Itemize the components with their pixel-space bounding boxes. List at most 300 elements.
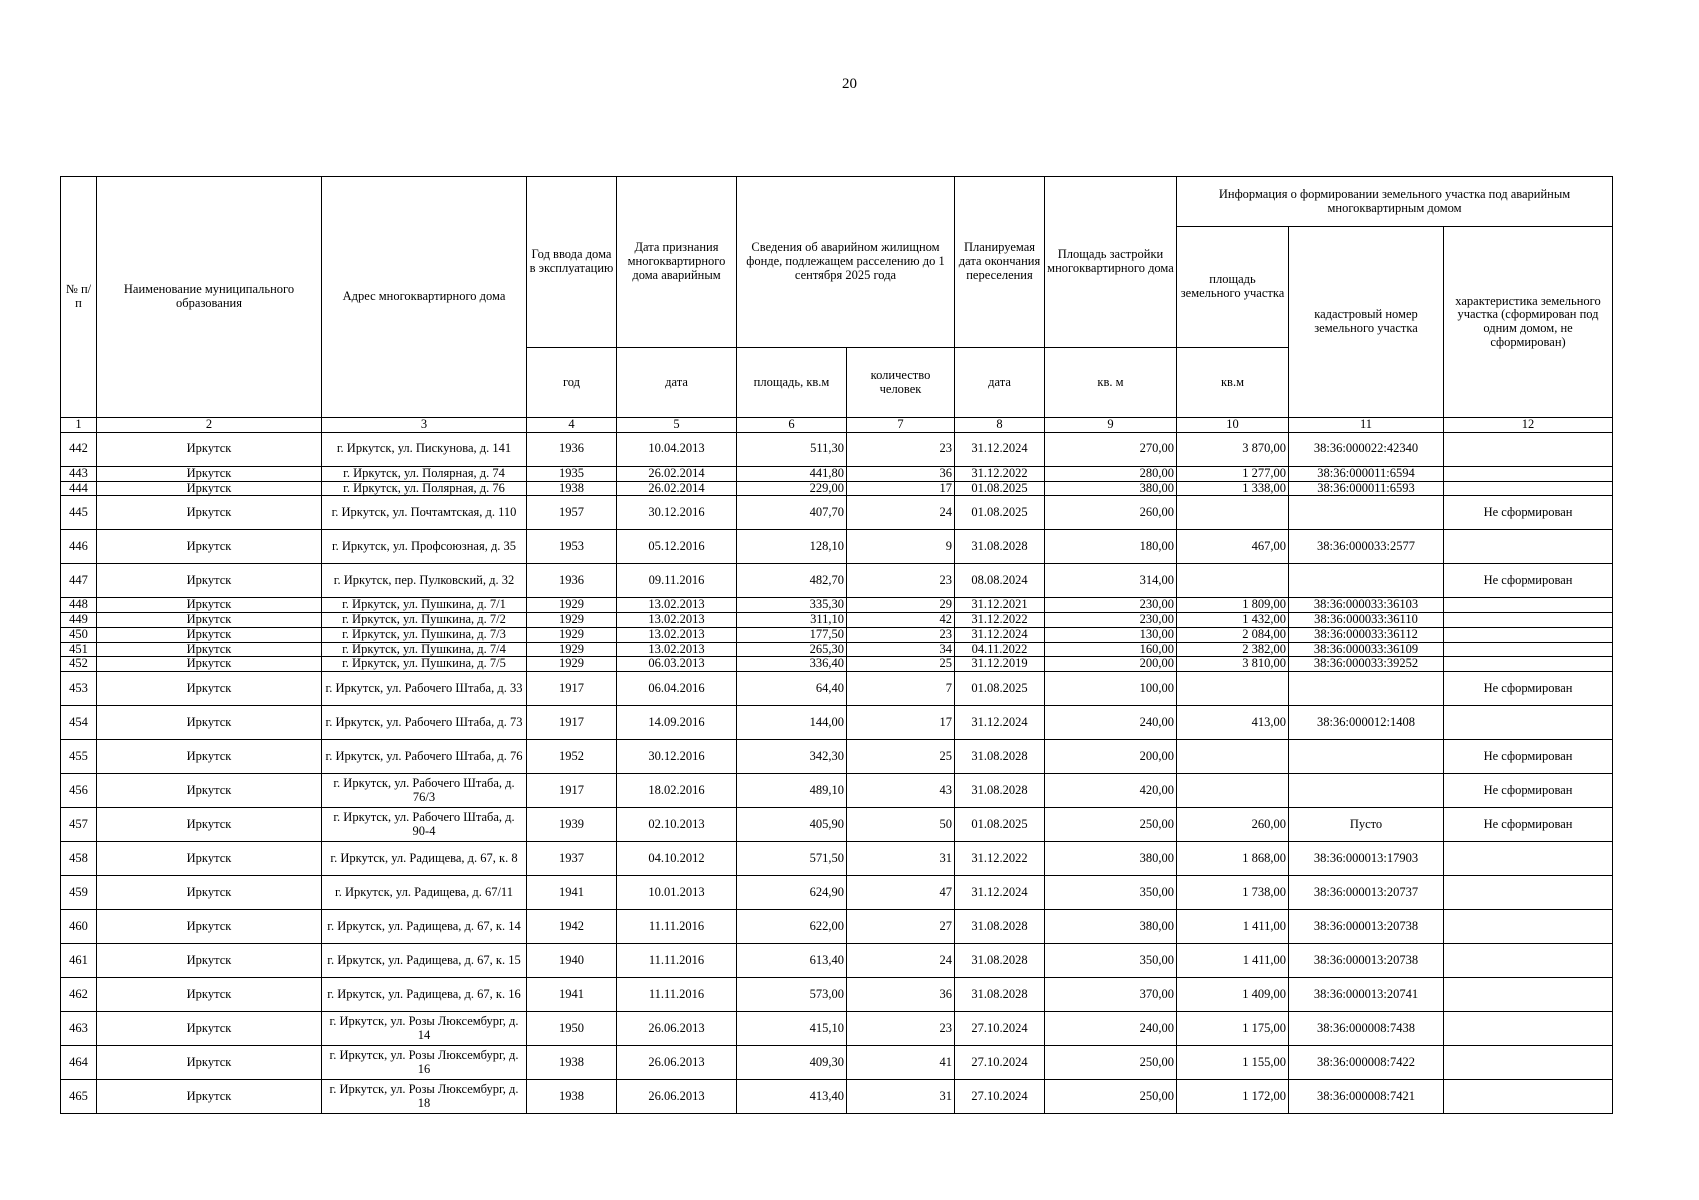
planned-end-date-cell: 31.12.2024 xyxy=(955,876,1045,910)
area-cell: 441,80 xyxy=(737,466,847,481)
row-number: 458 xyxy=(61,842,97,876)
row-number: 448 xyxy=(61,598,97,613)
land-status-cell xyxy=(1444,1012,1613,1046)
municipality-cell: Иркутск xyxy=(97,642,322,657)
land-area-cell: 1 338,00 xyxy=(1177,481,1289,496)
address-cell: г. Иркутск, ул. Рабочего Штаба, д. 73 xyxy=(322,706,527,740)
planned-end-date-cell: 01.08.2025 xyxy=(955,481,1045,496)
planned-end-date-cell: 31.08.2028 xyxy=(955,530,1045,564)
header-unit-date: дата xyxy=(617,348,737,418)
municipality-cell: Иркутск xyxy=(97,657,322,672)
land-status-cell xyxy=(1444,706,1613,740)
people-count-cell: 7 xyxy=(847,672,955,706)
built-area-cell: 280,00 xyxy=(1045,466,1177,481)
table-row xyxy=(61,432,1613,466)
header-date-recognized: Дата признания многоквартирного дома аварийным xyxy=(617,177,737,348)
cadastral-number-cell xyxy=(1289,496,1444,530)
year-cell: 1917 xyxy=(527,774,617,808)
people-count-cell: 17 xyxy=(847,706,955,740)
area-cell: 489,10 xyxy=(737,774,847,808)
table-row xyxy=(61,564,1613,598)
column-number: 1 xyxy=(61,418,97,433)
table-row xyxy=(61,978,1613,1012)
area-cell: 405,90 xyxy=(737,808,847,842)
land-status-cell xyxy=(1444,910,1613,944)
built-area-cell: 314,00 xyxy=(1045,564,1177,598)
table-row xyxy=(61,657,1613,672)
cadastral-number-cell: 38:36:000013:20737 xyxy=(1289,876,1444,910)
table-row xyxy=(61,740,1613,774)
people-count-cell: 23 xyxy=(847,627,955,642)
land-status-cell xyxy=(1444,598,1613,613)
recognition-date-cell: 18.02.2016 xyxy=(617,774,737,808)
row-number: 464 xyxy=(61,1046,97,1080)
people-count-cell: 36 xyxy=(847,978,955,1012)
column-number: 2 xyxy=(97,418,322,433)
municipality-cell: Иркутск xyxy=(97,481,322,496)
cadastral-number-cell: 38:36:000011:6594 xyxy=(1289,466,1444,481)
address-cell: г. Иркутск, ул. Рабочего Штаба, д. 76/3 xyxy=(322,774,527,808)
municipality-cell: Иркутск xyxy=(97,672,322,706)
address-cell: г. Иркутск, ул. Рабочего Штаба, д. 33 xyxy=(322,672,527,706)
table-row xyxy=(61,598,1613,613)
area-cell: 409,30 xyxy=(737,1046,847,1080)
row-number: 461 xyxy=(61,944,97,978)
cadastral-number-cell xyxy=(1289,774,1444,808)
municipality-cell: Иркутск xyxy=(97,496,322,530)
row-number: 465 xyxy=(61,1080,97,1114)
table-row xyxy=(61,1046,1613,1080)
column-numbers-row xyxy=(61,418,1613,433)
row-number: 462 xyxy=(61,978,97,1012)
land-area-cell: 260,00 xyxy=(1177,808,1289,842)
area-cell: 336,40 xyxy=(737,657,847,672)
land-status-cell: Не сформирован xyxy=(1444,740,1613,774)
municipality-cell: Иркутск xyxy=(97,432,322,466)
land-status-cell xyxy=(1444,627,1613,642)
people-count-cell: 50 xyxy=(847,808,955,842)
recognition-date-cell: 13.02.2013 xyxy=(617,627,737,642)
planned-end-date-cell: 31.08.2028 xyxy=(955,740,1045,774)
people-count-cell: 9 xyxy=(847,530,955,564)
planned-end-date-cell: 31.12.2022 xyxy=(955,613,1045,628)
municipality-cell: Иркутск xyxy=(97,808,322,842)
land-area-cell: 3 870,00 xyxy=(1177,432,1289,466)
built-area-cell: 240,00 xyxy=(1045,706,1177,740)
cadastral-number-cell: 38:36:000013:20738 xyxy=(1289,944,1444,978)
recognition-date-cell: 26.02.2014 xyxy=(617,481,737,496)
header-unit-area: площадь, кв.м xyxy=(737,348,847,418)
municipality-cell: Иркутск xyxy=(97,910,322,944)
year-cell: 1936 xyxy=(527,432,617,466)
address-cell: г. Иркутск, ул. Рабочего Штаба, д. 90-4 xyxy=(322,808,527,842)
planned-end-date-cell: 31.12.2022 xyxy=(955,466,1045,481)
municipality-cell: Иркутск xyxy=(97,944,322,978)
column-number: 4 xyxy=(527,418,617,433)
area-cell: 311,10 xyxy=(737,613,847,628)
header-unit-people: количество человек xyxy=(847,348,955,418)
recognition-date-cell: 11.11.2016 xyxy=(617,944,737,978)
header-land-status: характеристика земельного участка (сформирован под одним домом, не сформирован) xyxy=(1444,227,1613,418)
land-status-cell xyxy=(1444,481,1613,496)
year-cell: 1937 xyxy=(527,842,617,876)
area-cell: 571,50 xyxy=(737,842,847,876)
built-area-cell: 230,00 xyxy=(1045,598,1177,613)
land-area-cell: 1 277,00 xyxy=(1177,466,1289,481)
table-row xyxy=(61,774,1613,808)
land-status-cell xyxy=(1444,642,1613,657)
cadastral-number-cell: 38:36:000033:36110 xyxy=(1289,613,1444,628)
row-number: 457 xyxy=(61,808,97,842)
recognition-date-cell: 06.03.2013 xyxy=(617,657,737,672)
recognition-date-cell: 26.02.2014 xyxy=(617,466,737,481)
built-area-cell: 230,00 xyxy=(1045,613,1177,628)
land-status-cell: Не сформирован xyxy=(1444,774,1613,808)
built-area-cell: 200,00 xyxy=(1045,740,1177,774)
year-cell: 1929 xyxy=(527,657,617,672)
address-cell: г. Иркутск, ул. Пушкина, д. 7/1 xyxy=(322,598,527,613)
area-cell: 415,10 xyxy=(737,1012,847,1046)
recognition-date-cell: 26.06.2013 xyxy=(617,1080,737,1114)
land-status-cell xyxy=(1444,530,1613,564)
area-cell: 624,90 xyxy=(737,876,847,910)
land-area-cell: 1 868,00 xyxy=(1177,842,1289,876)
header-num: № п/п xyxy=(61,177,97,418)
area-cell: 144,00 xyxy=(737,706,847,740)
row-number: 460 xyxy=(61,910,97,944)
recognition-date-cell: 11.11.2016 xyxy=(617,978,737,1012)
area-cell: 511,30 xyxy=(737,432,847,466)
cadastral-number-cell: 38:36:000013:20741 xyxy=(1289,978,1444,1012)
land-area-cell: 1 172,00 xyxy=(1177,1080,1289,1114)
row-number: 450 xyxy=(61,627,97,642)
people-count-cell: 31 xyxy=(847,842,955,876)
page-number: 20 xyxy=(842,76,857,92)
cadastral-number-cell: 38:36:000033:39252 xyxy=(1289,657,1444,672)
land-status-cell: Не сформирован xyxy=(1444,808,1613,842)
table-row xyxy=(61,642,1613,657)
recognition-date-cell: 26.06.2013 xyxy=(617,1046,737,1080)
people-count-cell: 36 xyxy=(847,466,955,481)
year-cell: 1950 xyxy=(527,1012,617,1046)
year-cell: 1929 xyxy=(527,613,617,628)
row-number: 463 xyxy=(61,1012,97,1046)
address-cell: г. Иркутск, ул. Розы Люксембург, д. 14 xyxy=(322,1012,527,1046)
row-number: 447 xyxy=(61,564,97,598)
area-cell: 573,00 xyxy=(737,978,847,1012)
people-count-cell: 47 xyxy=(847,876,955,910)
built-area-cell: 200,00 xyxy=(1045,657,1177,672)
recognition-date-cell: 30.12.2016 xyxy=(617,740,737,774)
header-land-area: площадь земельного участка xyxy=(1177,227,1289,348)
row-number: 445 xyxy=(61,496,97,530)
planned-end-date-cell: 01.08.2025 xyxy=(955,496,1045,530)
built-area-cell: 270,00 xyxy=(1045,432,1177,466)
column-number: 11 xyxy=(1289,418,1444,433)
address-cell: г. Иркутск, ул. Профсоюзная, д. 35 xyxy=(322,530,527,564)
land-status-cell xyxy=(1444,432,1613,466)
year-cell: 1939 xyxy=(527,808,617,842)
planned-end-date-cell: 31.12.2019 xyxy=(955,657,1045,672)
people-count-cell: 34 xyxy=(847,642,955,657)
recognition-date-cell: 14.09.2016 xyxy=(617,706,737,740)
built-area-cell: 380,00 xyxy=(1045,842,1177,876)
planned-end-date-cell: 27.10.2024 xyxy=(955,1080,1045,1114)
cadastral-number-cell xyxy=(1289,672,1444,706)
municipality-cell: Иркутск xyxy=(97,1080,322,1114)
header-planned-end: Планируемая дата окончания переселения xyxy=(955,177,1045,348)
municipality-cell: Иркутск xyxy=(97,842,322,876)
row-number: 442 xyxy=(61,432,97,466)
land-status-cell xyxy=(1444,1080,1613,1114)
table-row xyxy=(61,910,1613,944)
planned-end-date-cell: 31.12.2024 xyxy=(955,627,1045,642)
table-row xyxy=(61,481,1613,496)
header-unit-year: год xyxy=(527,348,617,418)
header-unit-sqm: кв. м xyxy=(1045,348,1177,418)
cadastral-number-cell: 38:36:000033:36103 xyxy=(1289,598,1444,613)
header-year-commissioned: Год ввода дома в эксплуатацию xyxy=(527,177,617,348)
table-row xyxy=(61,808,1613,842)
table-row xyxy=(61,672,1613,706)
land-area-cell xyxy=(1177,496,1289,530)
planned-end-date-cell: 31.12.2022 xyxy=(955,842,1045,876)
land-area-cell: 2 382,00 xyxy=(1177,642,1289,657)
year-cell: 1938 xyxy=(527,1080,617,1114)
land-area-cell xyxy=(1177,774,1289,808)
recognition-date-cell: 10.04.2013 xyxy=(617,432,737,466)
area-cell: 613,40 xyxy=(737,944,847,978)
land-status-cell xyxy=(1444,842,1613,876)
planned-end-date-cell: 31.12.2024 xyxy=(955,432,1045,466)
land-area-cell xyxy=(1177,564,1289,598)
built-area-cell: 250,00 xyxy=(1045,808,1177,842)
table-row xyxy=(61,1012,1613,1046)
land-area-cell: 1 409,00 xyxy=(1177,978,1289,1012)
table-row xyxy=(61,466,1613,481)
table-row xyxy=(61,613,1613,628)
built-area-cell: 250,00 xyxy=(1045,1080,1177,1114)
people-count-cell: 25 xyxy=(847,657,955,672)
header-unit-date2: дата xyxy=(955,348,1045,418)
built-area-cell: 250,00 xyxy=(1045,1046,1177,1080)
built-area-cell: 130,00 xyxy=(1045,627,1177,642)
land-area-cell: 1 411,00 xyxy=(1177,910,1289,944)
year-cell: 1941 xyxy=(527,978,617,1012)
row-number: 451 xyxy=(61,642,97,657)
cadastral-number-cell: 38:36:000012:1408 xyxy=(1289,706,1444,740)
table-header xyxy=(61,177,1613,433)
table-row xyxy=(61,842,1613,876)
planned-end-date-cell: 01.08.2025 xyxy=(955,672,1045,706)
municipality-cell: Иркутск xyxy=(97,1046,322,1080)
address-cell: г. Иркутск, пер. Пулковский, д. 32 xyxy=(322,564,527,598)
table-row xyxy=(61,1080,1613,1114)
planned-end-date-cell: 31.08.2028 xyxy=(955,910,1045,944)
header-built-area: Площадь застройки многоквартирного дома xyxy=(1045,177,1177,348)
year-cell: 1929 xyxy=(527,598,617,613)
year-cell: 1936 xyxy=(527,564,617,598)
land-area-cell: 413,00 xyxy=(1177,706,1289,740)
column-number: 8 xyxy=(955,418,1045,433)
people-count-cell: 42 xyxy=(847,613,955,628)
recognition-date-cell: 30.12.2016 xyxy=(617,496,737,530)
header-land-info: Информация о формировании земельного участка под аварийным многоквартирным домом xyxy=(1177,177,1613,227)
cadastral-number-cell: 38:36:000011:6593 xyxy=(1289,481,1444,496)
land-status-cell xyxy=(1444,466,1613,481)
area-cell: 128,10 xyxy=(737,530,847,564)
recognition-date-cell: 26.06.2013 xyxy=(617,1012,737,1046)
built-area-cell: 180,00 xyxy=(1045,530,1177,564)
planned-end-date-cell: 31.08.2028 xyxy=(955,944,1045,978)
row-number: 444 xyxy=(61,481,97,496)
address-cell: г. Иркутск, ул. Пушкина, д. 7/2 xyxy=(322,613,527,628)
land-area-cell: 1 738,00 xyxy=(1177,876,1289,910)
header-emergency-fund: Сведения об аварийном жилищном фонде, подлежащем расселению до 1 сентября 2025 года xyxy=(737,177,955,348)
municipality-cell: Иркутск xyxy=(97,627,322,642)
recognition-date-cell: 10.01.2013 xyxy=(617,876,737,910)
built-area-cell: 350,00 xyxy=(1045,876,1177,910)
people-count-cell: 43 xyxy=(847,774,955,808)
area-cell: 335,30 xyxy=(737,598,847,613)
address-cell: г. Иркутск, ул. Рабочего Штаба, д. 76 xyxy=(322,740,527,774)
people-count-cell: 23 xyxy=(847,564,955,598)
area-cell: 482,70 xyxy=(737,564,847,598)
municipality-cell: Иркутск xyxy=(97,613,322,628)
area-cell: 407,70 xyxy=(737,496,847,530)
municipality-cell: Иркутск xyxy=(97,530,322,564)
address-cell: г. Иркутск, ул. Почтамтская, д. 110 xyxy=(322,496,527,530)
year-cell: 1929 xyxy=(527,627,617,642)
planned-end-date-cell: 04.11.2022 xyxy=(955,642,1045,657)
area-cell: 622,00 xyxy=(737,910,847,944)
municipality-cell: Иркутск xyxy=(97,876,322,910)
municipality-cell: Иркутск xyxy=(97,1012,322,1046)
area-cell: 229,00 xyxy=(737,481,847,496)
planned-end-date-cell: 31.08.2028 xyxy=(955,978,1045,1012)
address-cell: г. Иркутск, ул. Радищева, д. 67, к. 15 xyxy=(322,944,527,978)
row-number: 446 xyxy=(61,530,97,564)
address-cell: г. Иркутск, ул. Пушкина, д. 7/3 xyxy=(322,627,527,642)
land-area-cell: 3 810,00 xyxy=(1177,657,1289,672)
land-area-cell xyxy=(1177,672,1289,706)
row-number: 452 xyxy=(61,657,97,672)
table-row xyxy=(61,496,1613,530)
header-address: Адрес многоквартирного дома xyxy=(322,177,527,418)
municipality-cell: Иркутск xyxy=(97,598,322,613)
land-status-cell: Не сформирован xyxy=(1444,564,1613,598)
column-number: 12 xyxy=(1444,418,1613,433)
people-count-cell: 24 xyxy=(847,944,955,978)
built-area-cell: 260,00 xyxy=(1045,496,1177,530)
land-status-cell xyxy=(1444,1046,1613,1080)
recognition-date-cell: 05.12.2016 xyxy=(617,530,737,564)
built-area-cell: 420,00 xyxy=(1045,774,1177,808)
municipality-cell: Иркутск xyxy=(97,740,322,774)
year-cell: 1941 xyxy=(527,876,617,910)
table-row xyxy=(61,944,1613,978)
built-area-cell: 100,00 xyxy=(1045,672,1177,706)
built-area-cell: 380,00 xyxy=(1045,910,1177,944)
land-area-cell: 2 084,00 xyxy=(1177,627,1289,642)
recognition-date-cell: 11.11.2016 xyxy=(617,910,737,944)
address-cell: г. Иркутск, ул. Радищева, д. 67, к. 8 xyxy=(322,842,527,876)
cadastral-number-cell xyxy=(1289,564,1444,598)
row-number: 456 xyxy=(61,774,97,808)
address-cell: г. Иркутск, ул. Полярная, д. 74 xyxy=(322,466,527,481)
people-count-cell: 31 xyxy=(847,1080,955,1114)
address-cell: г. Иркутск, ул. Радищева, д. 67, к. 14 xyxy=(322,910,527,944)
table-row xyxy=(61,627,1613,642)
land-status-cell xyxy=(1444,944,1613,978)
cadastral-number-cell: 38:36:000008:7422 xyxy=(1289,1046,1444,1080)
column-number: 7 xyxy=(847,418,955,433)
year-cell: 1938 xyxy=(527,481,617,496)
land-area-cell: 1 432,00 xyxy=(1177,613,1289,628)
cadastral-number-cell: 38:36:000033:36109 xyxy=(1289,642,1444,657)
recognition-date-cell: 13.02.2013 xyxy=(617,642,737,657)
table-row xyxy=(61,706,1613,740)
row-number: 443 xyxy=(61,466,97,481)
header-unit-sqm2: кв.м xyxy=(1177,348,1289,418)
land-area-cell: 1 175,00 xyxy=(1177,1012,1289,1046)
address-cell: г. Иркутск, ул. Пушкина, д. 7/4 xyxy=(322,642,527,657)
cadastral-number-cell: 38:36:000013:20738 xyxy=(1289,910,1444,944)
address-cell: г. Иркутск, ул. Радищева, д. 67/11 xyxy=(322,876,527,910)
emergency-housing-table xyxy=(60,176,1613,1114)
year-cell: 1917 xyxy=(527,706,617,740)
address-cell: г. Иркутск, ул. Пискунова, д. 141 xyxy=(322,432,527,466)
header-cadastral: кадастровый номер земельного участка xyxy=(1289,227,1444,418)
table-row xyxy=(61,530,1613,564)
recognition-date-cell: 09.11.2016 xyxy=(617,564,737,598)
column-number: 5 xyxy=(617,418,737,433)
people-count-cell: 41 xyxy=(847,1046,955,1080)
municipality-cell: Иркутск xyxy=(97,774,322,808)
people-count-cell: 23 xyxy=(847,1012,955,1046)
land-status-cell: Не сформирован xyxy=(1444,496,1613,530)
year-cell: 1953 xyxy=(527,530,617,564)
people-count-cell: 24 xyxy=(847,496,955,530)
cadastral-number-cell xyxy=(1289,740,1444,774)
built-area-cell: 160,00 xyxy=(1045,642,1177,657)
built-area-cell: 370,00 xyxy=(1045,978,1177,1012)
address-cell: г. Иркутск, ул. Полярная, д. 76 xyxy=(322,481,527,496)
column-number: 6 xyxy=(737,418,847,433)
people-count-cell: 17 xyxy=(847,481,955,496)
municipality-cell: Иркутск xyxy=(97,466,322,481)
cadastral-number-cell: 38:36:000008:7421 xyxy=(1289,1080,1444,1114)
recognition-date-cell: 13.02.2013 xyxy=(617,598,737,613)
area-cell: 413,40 xyxy=(737,1080,847,1114)
municipality-cell: Иркутск xyxy=(97,706,322,740)
year-cell: 1957 xyxy=(527,496,617,530)
column-number: 9 xyxy=(1045,418,1177,433)
address-cell: г. Иркутск, ул. Розы Люксембург, д. 16 xyxy=(322,1046,527,1080)
built-area-cell: 380,00 xyxy=(1045,481,1177,496)
area-cell: 177,50 xyxy=(737,627,847,642)
year-cell: 1940 xyxy=(527,944,617,978)
area-cell: 265,30 xyxy=(737,642,847,657)
cadastral-number-cell: 38:36:000013:17903 xyxy=(1289,842,1444,876)
land-status-cell: Не сформирован xyxy=(1444,672,1613,706)
table-body xyxy=(61,432,1613,1113)
planned-end-date-cell: 31.12.2021 xyxy=(955,598,1045,613)
land-area-cell: 1 155,00 xyxy=(1177,1046,1289,1080)
cadastral-number-cell: 38:36:000008:7438 xyxy=(1289,1012,1444,1046)
table-row xyxy=(61,876,1613,910)
year-cell: 1942 xyxy=(527,910,617,944)
